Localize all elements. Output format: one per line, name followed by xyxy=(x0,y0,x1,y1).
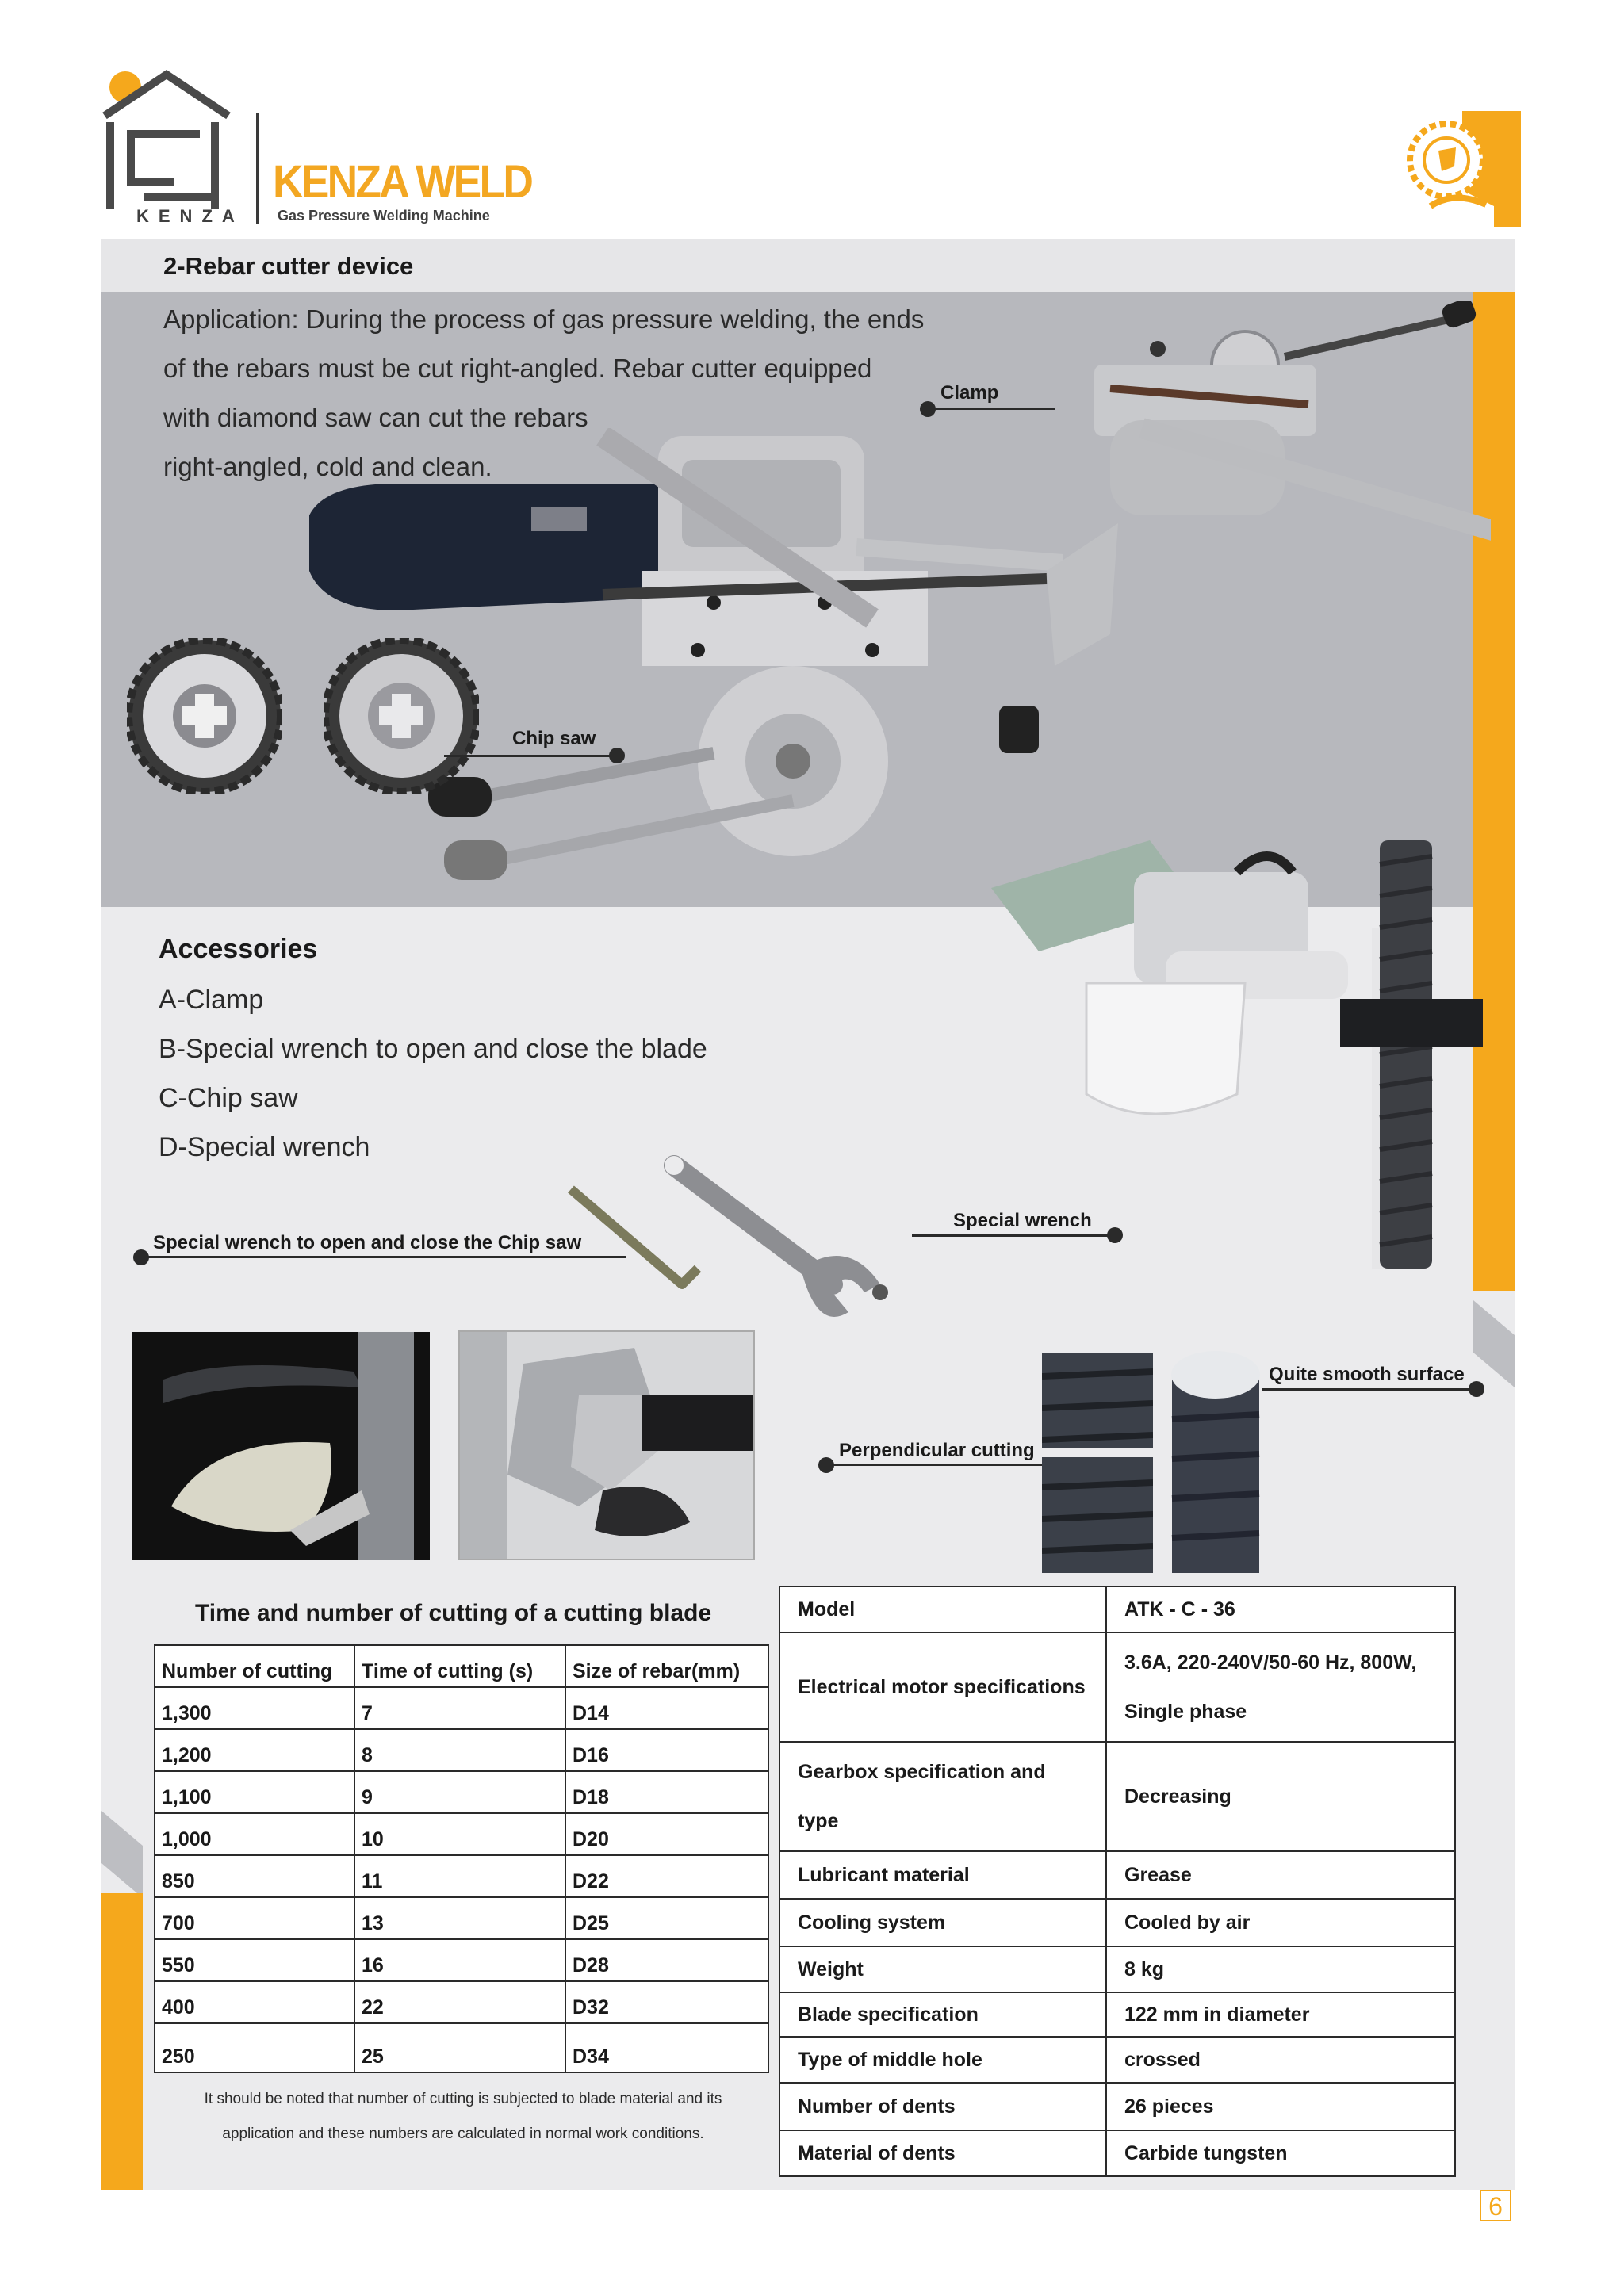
table-row xyxy=(155,1813,768,1855)
table-cell: 550 xyxy=(155,1939,354,1981)
table-cell: D25 xyxy=(565,1897,768,1939)
table-cell: 22 xyxy=(354,1981,565,2023)
table-cell: 400 xyxy=(155,1981,354,2023)
cutting-table xyxy=(154,1644,769,2073)
table-row xyxy=(155,2023,768,2072)
rebar-photo-perpendicular-cut xyxy=(1042,1353,1153,1573)
cutting-table-note xyxy=(155,2082,771,2152)
application-line: Application: During the process of gas pressure welding, the ends xyxy=(163,304,925,334)
callout-line xyxy=(1262,1388,1477,1391)
list-item: C-Chip saw xyxy=(159,1083,298,1113)
application-line: of the rebars must be cut right-angled. Rebar cutter equipped xyxy=(163,354,872,383)
spec-value: Grease xyxy=(1106,1851,1455,1899)
table-cell: 700 xyxy=(155,1897,354,1939)
cutting-photo-blade xyxy=(132,1332,430,1560)
spec-value: 8 kg xyxy=(1106,1946,1455,1992)
callout-quite-smooth-surface: Quite smooth surface xyxy=(1269,1364,1465,1385)
table-cell: 13 xyxy=(354,1897,565,1939)
list-item: D-Special wrench xyxy=(159,1132,370,1162)
table-cell: 1,000 xyxy=(155,1813,354,1855)
table-row xyxy=(155,1855,768,1897)
callout-dot xyxy=(1469,1381,1484,1397)
table-header-cell: Size of rebar(mm) xyxy=(565,1645,768,1687)
table-row xyxy=(155,1897,768,1939)
table-row xyxy=(779,2083,1455,2130)
spec-label: Material of dents xyxy=(779,2130,1106,2176)
callout-special-wrench: Special wrench xyxy=(953,1210,1092,1231)
table-row xyxy=(779,2130,1455,2176)
spec-label-line: Gearbox specification and xyxy=(798,1761,1046,1783)
table-row xyxy=(779,2037,1455,2083)
table-row xyxy=(779,1586,1455,1632)
note-line: It should be noted that number of cutting is subjected to blade material and its xyxy=(204,2091,722,2107)
table-cell: D18 xyxy=(565,1771,768,1813)
spec-value: 122 mm in diameter xyxy=(1106,1992,1455,2037)
application-line: with diamond saw can cut the rebars xyxy=(163,403,588,432)
table-header-cell: Number of cutting xyxy=(155,1645,354,1687)
chip-saw-blade-icon xyxy=(324,638,479,794)
spec-label: Cooling system xyxy=(779,1899,1106,1946)
table-row xyxy=(779,1946,1455,1992)
application-line: right-angled, cold and clean. xyxy=(163,452,492,481)
note-line: application and these numbers are calculated in normal work conditions. xyxy=(222,2126,704,2142)
spec-value: Cooled by air xyxy=(1106,1899,1455,1946)
kenza-logo-icon xyxy=(100,67,235,225)
table-row xyxy=(779,1632,1455,1742)
page-number: 6 xyxy=(1480,2190,1511,2221)
callout-line xyxy=(140,1256,626,1258)
spec-value: Carbide tungsten xyxy=(1106,2130,1455,2176)
table-row xyxy=(155,1729,768,1771)
spec-label xyxy=(779,1742,1106,1851)
callout-line xyxy=(826,1464,1042,1466)
callout-special-wrench-chip-saw: Special wrench to open and close the Chip saw xyxy=(153,1232,582,1253)
callout-chip-saw: Chip saw xyxy=(512,728,596,749)
table-cell: D20 xyxy=(565,1813,768,1855)
table-row xyxy=(779,1992,1455,2037)
brand-name: KENZA WELD xyxy=(273,156,532,208)
spec-label: Weight xyxy=(779,1946,1106,1992)
brand-subtitle: Gas Pressure Welding Machine xyxy=(278,208,490,224)
table-row xyxy=(155,1981,768,2023)
list-item: A-Clamp xyxy=(159,985,264,1015)
spec-label: Blade specification xyxy=(779,1992,1106,2037)
table-cell: D16 xyxy=(565,1729,768,1771)
logo-wordmark: KENZA xyxy=(136,206,244,226)
accessories-title: Accessories xyxy=(159,934,318,964)
cutting-table-title: Time and number of cutting of a cutting blade xyxy=(195,1600,712,1626)
table-cell: 25 xyxy=(354,2023,565,2072)
cutter-on-rebar-illustration xyxy=(991,840,1483,1269)
table-cell: 1,300 xyxy=(155,1687,354,1729)
table-row xyxy=(779,1851,1455,1899)
table-cell: 1,200 xyxy=(155,1729,354,1771)
table-cell: D28 xyxy=(565,1939,768,1981)
special-wrench-icon xyxy=(650,1150,896,1332)
spec-value-line: 3.6A, 220-240V/50-60 Hz, 800W, xyxy=(1124,1651,1417,1674)
table-row xyxy=(155,1939,768,1981)
table-cell: D32 xyxy=(565,1981,768,2023)
table-cell: 10 xyxy=(354,1813,565,1855)
table-cell: 16 xyxy=(354,1939,565,1981)
gear-emblem-icon xyxy=(1407,111,1521,227)
spec-value: crossed xyxy=(1106,2037,1455,2083)
spec-label: Number of dents xyxy=(779,2083,1106,2130)
table-row xyxy=(155,1771,768,1813)
callout-clamp: Clamp xyxy=(940,382,999,404)
spec-value: Decreasing xyxy=(1106,1742,1455,1851)
table-cell: 250 xyxy=(155,2023,354,2072)
table-cell: 1,100 xyxy=(155,1771,354,1813)
spec-label: Electrical motor specifications xyxy=(779,1632,1106,1742)
logo-divider xyxy=(256,113,259,224)
spec-label: Type of middle hole xyxy=(779,2037,1106,2083)
spec-label: Lubricant material xyxy=(779,1851,1106,1899)
table-cell: D22 xyxy=(565,1855,768,1897)
callout-dot xyxy=(1107,1227,1123,1243)
spec-label-line: type xyxy=(798,1810,839,1832)
table-cell: 8 xyxy=(354,1729,565,1771)
chip-saw-blade-icon xyxy=(127,638,282,794)
spec-table xyxy=(779,1586,1456,2177)
spec-value: 26 pieces xyxy=(1106,2083,1455,2130)
table-header-row xyxy=(155,1645,768,1687)
table-cell: 850 xyxy=(155,1855,354,1897)
callout-perpendicular-cutting: Perpendicular cutting xyxy=(839,1440,1035,1461)
table-cell: D14 xyxy=(565,1687,768,1729)
accent-bar-left xyxy=(102,1893,143,2190)
list-item: B-Special wrench to open and close the blade xyxy=(159,1034,707,1064)
cutting-photo-machine xyxy=(458,1330,755,1560)
table-row xyxy=(155,1687,768,1729)
table-cell: D34 xyxy=(565,2023,768,2072)
table-cell: 9 xyxy=(354,1771,565,1813)
table-row xyxy=(779,1742,1455,1851)
clamp-illustration xyxy=(1047,301,1491,555)
callout-line xyxy=(912,1234,1118,1237)
table-cell: 7 xyxy=(354,1687,565,1729)
rebar-photo-smooth-surface xyxy=(1169,1348,1262,1573)
section-title: 2-Rebar cutter device xyxy=(163,252,414,280)
spec-value-line: Single phase xyxy=(1124,1701,1247,1723)
spec-value xyxy=(1106,1632,1455,1742)
spec-value: ATK - C - 36 xyxy=(1106,1586,1455,1632)
spec-label: Model xyxy=(779,1586,1106,1632)
table-cell: 11 xyxy=(354,1855,565,1897)
table-row xyxy=(779,1899,1455,1946)
table-header-cell: Time of cutting (s) xyxy=(354,1645,565,1687)
callout-line xyxy=(928,408,1055,410)
callout-dot xyxy=(609,748,625,763)
callout-line xyxy=(444,755,617,757)
accessories-list xyxy=(159,975,707,1172)
